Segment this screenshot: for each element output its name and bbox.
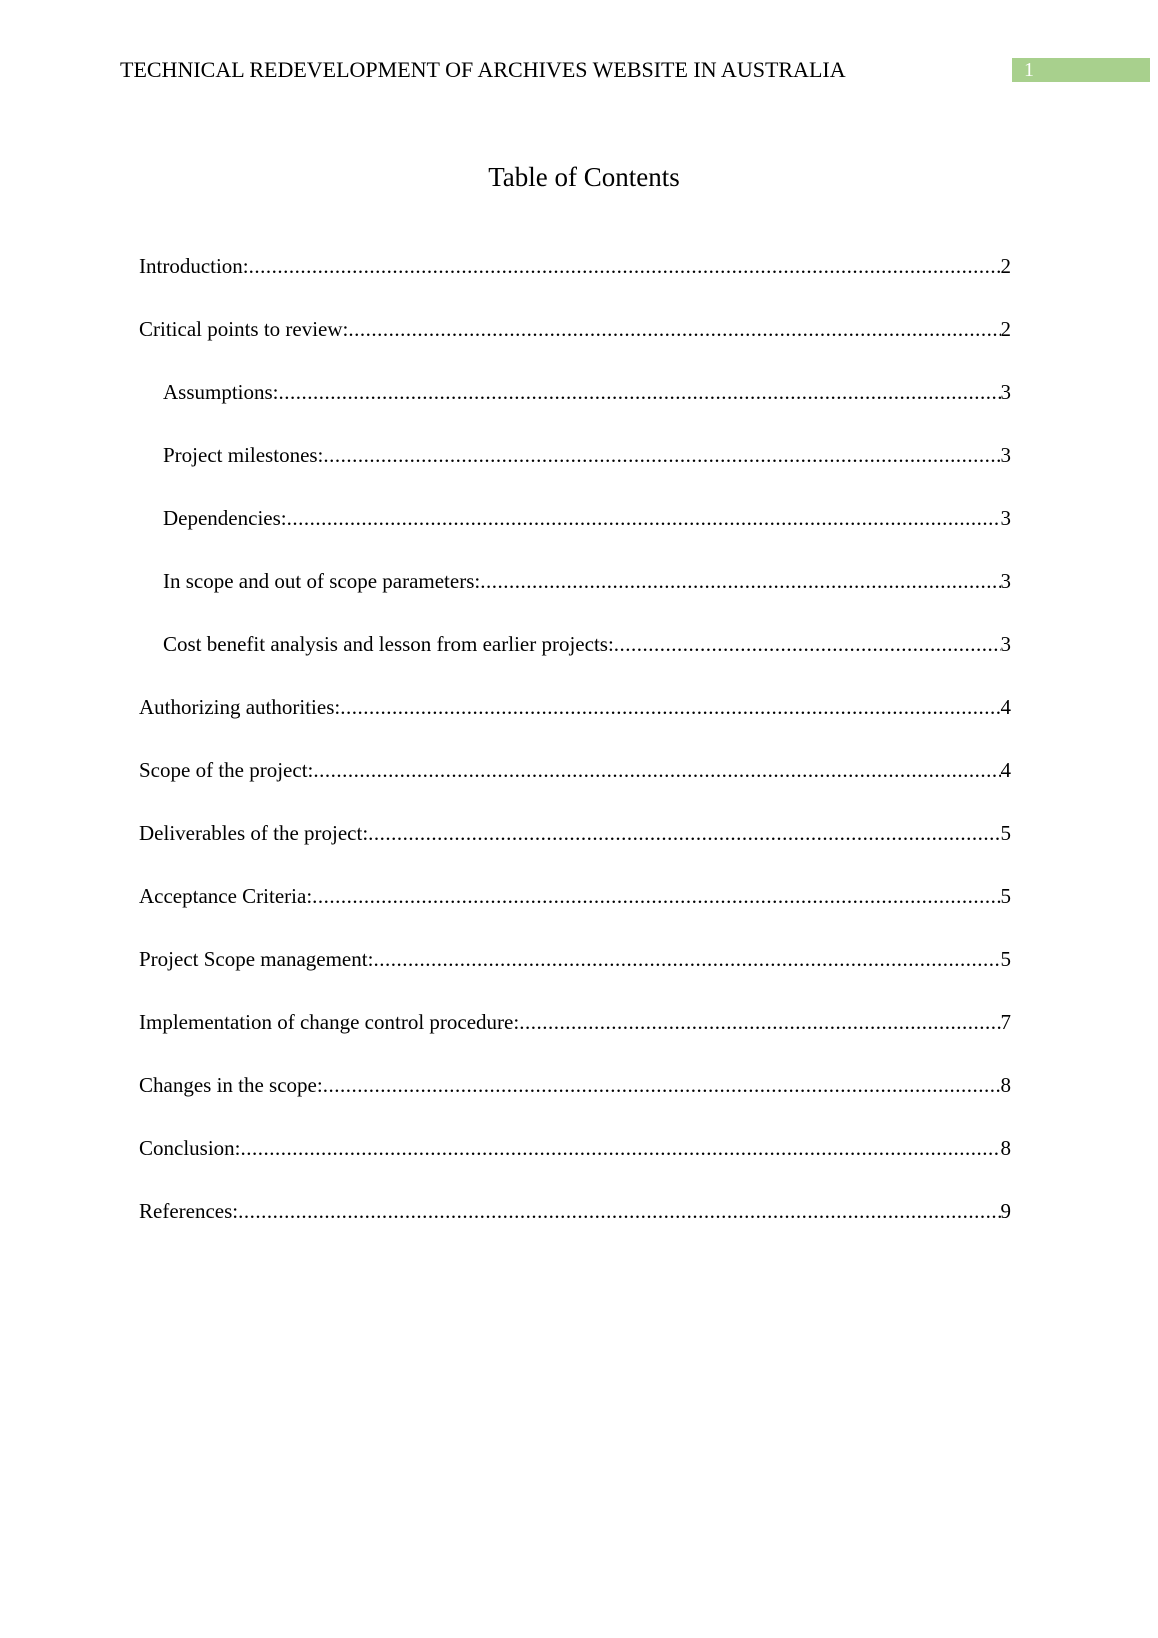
toc-entry-page: 7	[1000, 1010, 1011, 1034]
toc-dot-leader	[373, 943, 1000, 975]
toc-entry[interactable]	[139, 376, 1011, 439]
toc-entry-label: Critical points to review:	[139, 317, 349, 341]
toc-dot-leader	[614, 628, 1001, 660]
page-number-badge: 1	[1012, 58, 1150, 82]
toc-dot-leader	[368, 817, 1000, 849]
toc-dot-leader	[249, 250, 1001, 282]
toc-dot-leader	[519, 1006, 1000, 1038]
toc-entry-page: 4	[1000, 695, 1011, 719]
toc-entry[interactable]	[139, 1006, 1011, 1069]
toc-entry-label: Implementation of change control procedure:	[139, 1010, 520, 1034]
toc-entry-label: Scope of the project:	[139, 758, 314, 782]
toc-entry[interactable]	[139, 502, 1011, 565]
toc-entry-label: Cost benefit analysis and lesson from earlier projects:	[163, 632, 614, 656]
toc-entry-label: References:	[139, 1199, 239, 1223]
toc-entry-page: 5	[1000, 821, 1011, 845]
toc-entry-label: Deliverables of the project:	[139, 821, 369, 845]
toc-entry-page: 8	[1000, 1073, 1011, 1097]
toc-entry-label: Project milestones:	[163, 443, 324, 467]
toc-entry-label: Introduction:	[139, 254, 249, 278]
toc-entry-label: In scope and out of scope parameters:	[163, 569, 481, 593]
toc-entry[interactable]	[139, 817, 1011, 880]
toc-dot-leader	[279, 376, 1001, 408]
toc-entry-label: Conclusion:	[139, 1136, 241, 1160]
toc-entry-page: 4	[1000, 758, 1011, 782]
toc-dot-leader	[241, 1132, 1001, 1164]
toc-entry-label: Changes in the scope:	[139, 1073, 323, 1097]
toc-dot-leader	[480, 565, 1000, 597]
toc-dot-leader	[313, 754, 1000, 786]
toc-entry[interactable]	[139, 754, 1011, 817]
toc-entry[interactable]	[139, 1069, 1011, 1132]
toc-dot-leader	[340, 691, 1000, 723]
toc-list	[139, 250, 1011, 1258]
toc-dot-leader	[238, 1195, 1000, 1227]
toc-entry[interactable]	[139, 628, 1011, 691]
toc-entry[interactable]	[139, 691, 1011, 754]
toc-dot-leader	[287, 502, 1001, 534]
toc-entry-label: Project Scope management:	[139, 947, 374, 971]
toc-entry-label: Authorizing authorities:	[139, 695, 341, 719]
toc-entry-label: Acceptance Criteria:	[139, 884, 313, 908]
toc-dot-leader	[323, 1069, 1001, 1101]
toc-entry[interactable]	[139, 313, 1011, 376]
toc-entry-label: Assumptions:	[163, 380, 279, 404]
running-header-title: TECHNICAL REDEVELOPMENT OF ARCHIVES WEBSITE IN AUSTRALIA	[120, 57, 846, 82]
toc-entry[interactable]	[139, 943, 1011, 1006]
toc-entry-page: 3	[1000, 506, 1011, 530]
toc-entry[interactable]	[139, 1195, 1011, 1258]
toc-entry[interactable]	[139, 880, 1011, 943]
toc-entry[interactable]	[139, 250, 1011, 313]
toc-entry-page: 3	[1000, 443, 1011, 467]
toc-entry-page: 9	[1000, 1199, 1011, 1223]
toc-entry[interactable]	[139, 1132, 1011, 1195]
toc-entry[interactable]	[139, 565, 1011, 628]
toc-dot-leader	[312, 880, 1000, 912]
toc-entry-page: 3	[1000, 632, 1011, 656]
toc-entry-page: 2	[1000, 317, 1011, 341]
toc-entry-page: 8	[1000, 1136, 1011, 1160]
toc-entry[interactable]	[139, 439, 1011, 502]
toc-entry-page: 5	[1000, 884, 1011, 908]
toc-dot-leader	[348, 313, 1000, 345]
toc-title: Table of Contents	[488, 162, 680, 192]
toc-entry-label: Dependencies:	[163, 506, 287, 530]
toc-entry-page: 2	[1000, 254, 1011, 278]
toc-entry-page: 3	[1000, 569, 1011, 593]
toc-entry-page: 5	[1000, 947, 1011, 971]
toc-entry-page: 3	[1000, 380, 1011, 404]
toc-dot-leader	[323, 439, 1000, 471]
